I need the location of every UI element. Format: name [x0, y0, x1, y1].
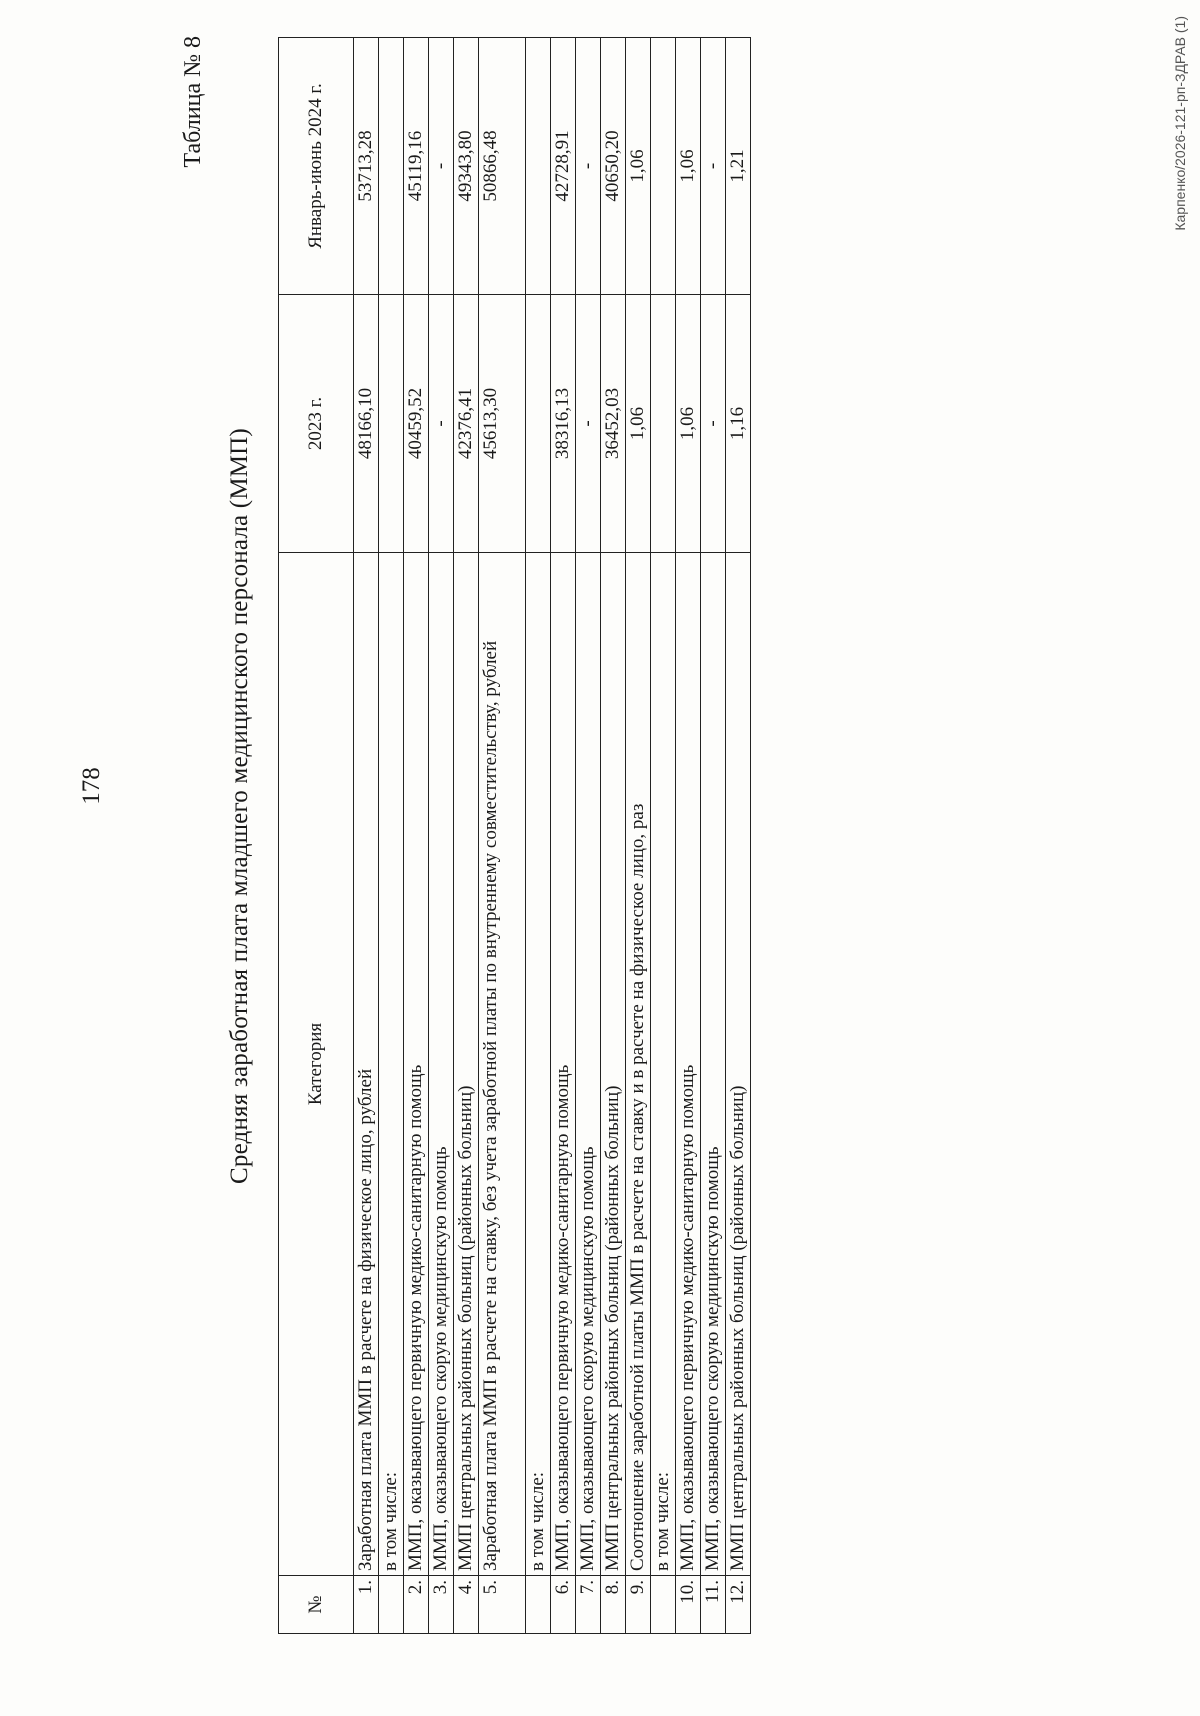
row-category: ММП центральных районных больниц (районных больниц): [454, 553, 479, 1576]
row-category: ММП центральных районных больниц (районных больниц): [726, 553, 751, 1576]
row-value-2023: -: [701, 295, 726, 553]
row-num: 3.: [429, 1576, 454, 1634]
row-value-2024: 1,21: [726, 38, 751, 295]
table-row: [551, 38, 576, 1634]
table-row: [379, 38, 404, 1634]
document-title: Средняя заработная плата младшего медицинского персонала (ММП): [226, 428, 253, 1184]
row-value-2023: 42376,41: [454, 295, 479, 553]
header-2024: Январь-июнь 2024 г.: [279, 38, 354, 295]
footer-code: Карпенко/2026-121-рп-ЗДРАВ (1): [1172, 16, 1188, 231]
row-value-2023: [379, 295, 404, 553]
row-value-2023: 48166,10: [354, 295, 379, 553]
row-value-2023: -: [429, 295, 454, 553]
row-category: в том числе:: [379, 553, 404, 1576]
row-category: Соотношение заработной платы ММП в расчете на ставку и в расчете на физическое лицо, раз: [626, 553, 651, 1576]
row-value-2024: -: [429, 38, 454, 295]
row-num: [379, 1576, 404, 1634]
row-num: 9.: [626, 1576, 651, 1634]
row-value-2023: [526, 295, 551, 553]
table-row: [676, 38, 701, 1634]
row-num: 10.: [676, 1576, 701, 1634]
table-row: [651, 38, 676, 1634]
table-row: [479, 38, 526, 1634]
header-num: №: [279, 1576, 354, 1634]
header-2023: 2023 г.: [279, 295, 354, 553]
row-category: ММП центральных районных больниц (районных больниц): [601, 553, 626, 1576]
row-value-2023: 1,16: [726, 295, 751, 553]
row-value-2024: [379, 38, 404, 295]
row-num: 8.: [601, 1576, 626, 1634]
table-row: [354, 38, 379, 1634]
row-value-2024: [651, 38, 676, 295]
table-row: [526, 38, 551, 1634]
row-value-2023: [651, 295, 676, 553]
page-number: 178: [78, 767, 105, 805]
table-header-row: [279, 38, 354, 1634]
row-value-2024: 42728,91: [551, 38, 576, 295]
row-num: 1.: [354, 1576, 379, 1634]
row-value-2024: 50866,48: [479, 38, 526, 295]
row-value-2024: 49343,80: [454, 38, 479, 295]
row-category: в том числе:: [526, 553, 551, 1576]
row-category: Заработная плата ММП в расчете на ставку, без учета заработной платы по внутреннему совместительству, рублей: [479, 553, 526, 1576]
row-category: ММП, оказывающего первичную медико-санитарную помощь: [551, 553, 576, 1576]
table-row: [626, 38, 651, 1634]
table-row: [454, 38, 479, 1634]
row-value-2023: -: [576, 295, 601, 553]
table-row: [726, 38, 751, 1634]
table-row: [601, 38, 626, 1634]
row-value-2024: -: [576, 38, 601, 295]
row-value-2024: 1,06: [626, 38, 651, 295]
row-category: ММП, оказывающего скорую медицинскую помощь: [429, 553, 454, 1576]
header-category: Категория: [279, 553, 354, 1576]
salary-table: [278, 37, 751, 1634]
row-num: 6.: [551, 1576, 576, 1634]
table-row: [701, 38, 726, 1634]
row-value-2023: 45613,30: [479, 295, 526, 553]
row-category: Заработная плата ММП в расчете на физическое лицо, рублей: [354, 553, 379, 1576]
row-value-2023: 1,06: [676, 295, 701, 553]
row-num: 7.: [576, 1576, 601, 1634]
row-num: [651, 1576, 676, 1634]
row-value-2024: 45119,16: [404, 38, 429, 295]
row-category: ММП, оказывающего скорую медицинскую помощь: [701, 553, 726, 1576]
row-num: 2.: [404, 1576, 429, 1634]
row-num: [526, 1576, 551, 1634]
row-num: 5.: [479, 1576, 526, 1634]
table-row: [404, 38, 429, 1634]
row-value-2024: 40650,20: [601, 38, 626, 295]
row-value-2024: 53713,28: [354, 38, 379, 295]
row-value-2024: [526, 38, 551, 295]
row-category: ММП, оказывающего скорую медицинскую помощь: [576, 553, 601, 1576]
row-category: ММП, оказывающего первичную медико-санитарную помощь: [404, 553, 429, 1576]
row-category: в том числе:: [651, 553, 676, 1576]
row-value-2023: 40459,52: [404, 295, 429, 553]
row-value-2024: 1,06: [676, 38, 701, 295]
row-value-2024: -: [701, 38, 726, 295]
row-num: 12.: [726, 1576, 751, 1634]
table-row: [429, 38, 454, 1634]
row-value-2023: 36452,03: [601, 295, 626, 553]
row-num: 4.: [454, 1576, 479, 1634]
row-category: ММП, оказывающего первичную медико-санитарную помощь: [676, 553, 701, 1576]
row-num: 11.: [701, 1576, 726, 1634]
table-label: Таблица № 8: [180, 36, 206, 168]
row-value-2023: 1,06: [626, 295, 651, 553]
row-value-2023: 38316,13: [551, 295, 576, 553]
table-row: [576, 38, 601, 1634]
